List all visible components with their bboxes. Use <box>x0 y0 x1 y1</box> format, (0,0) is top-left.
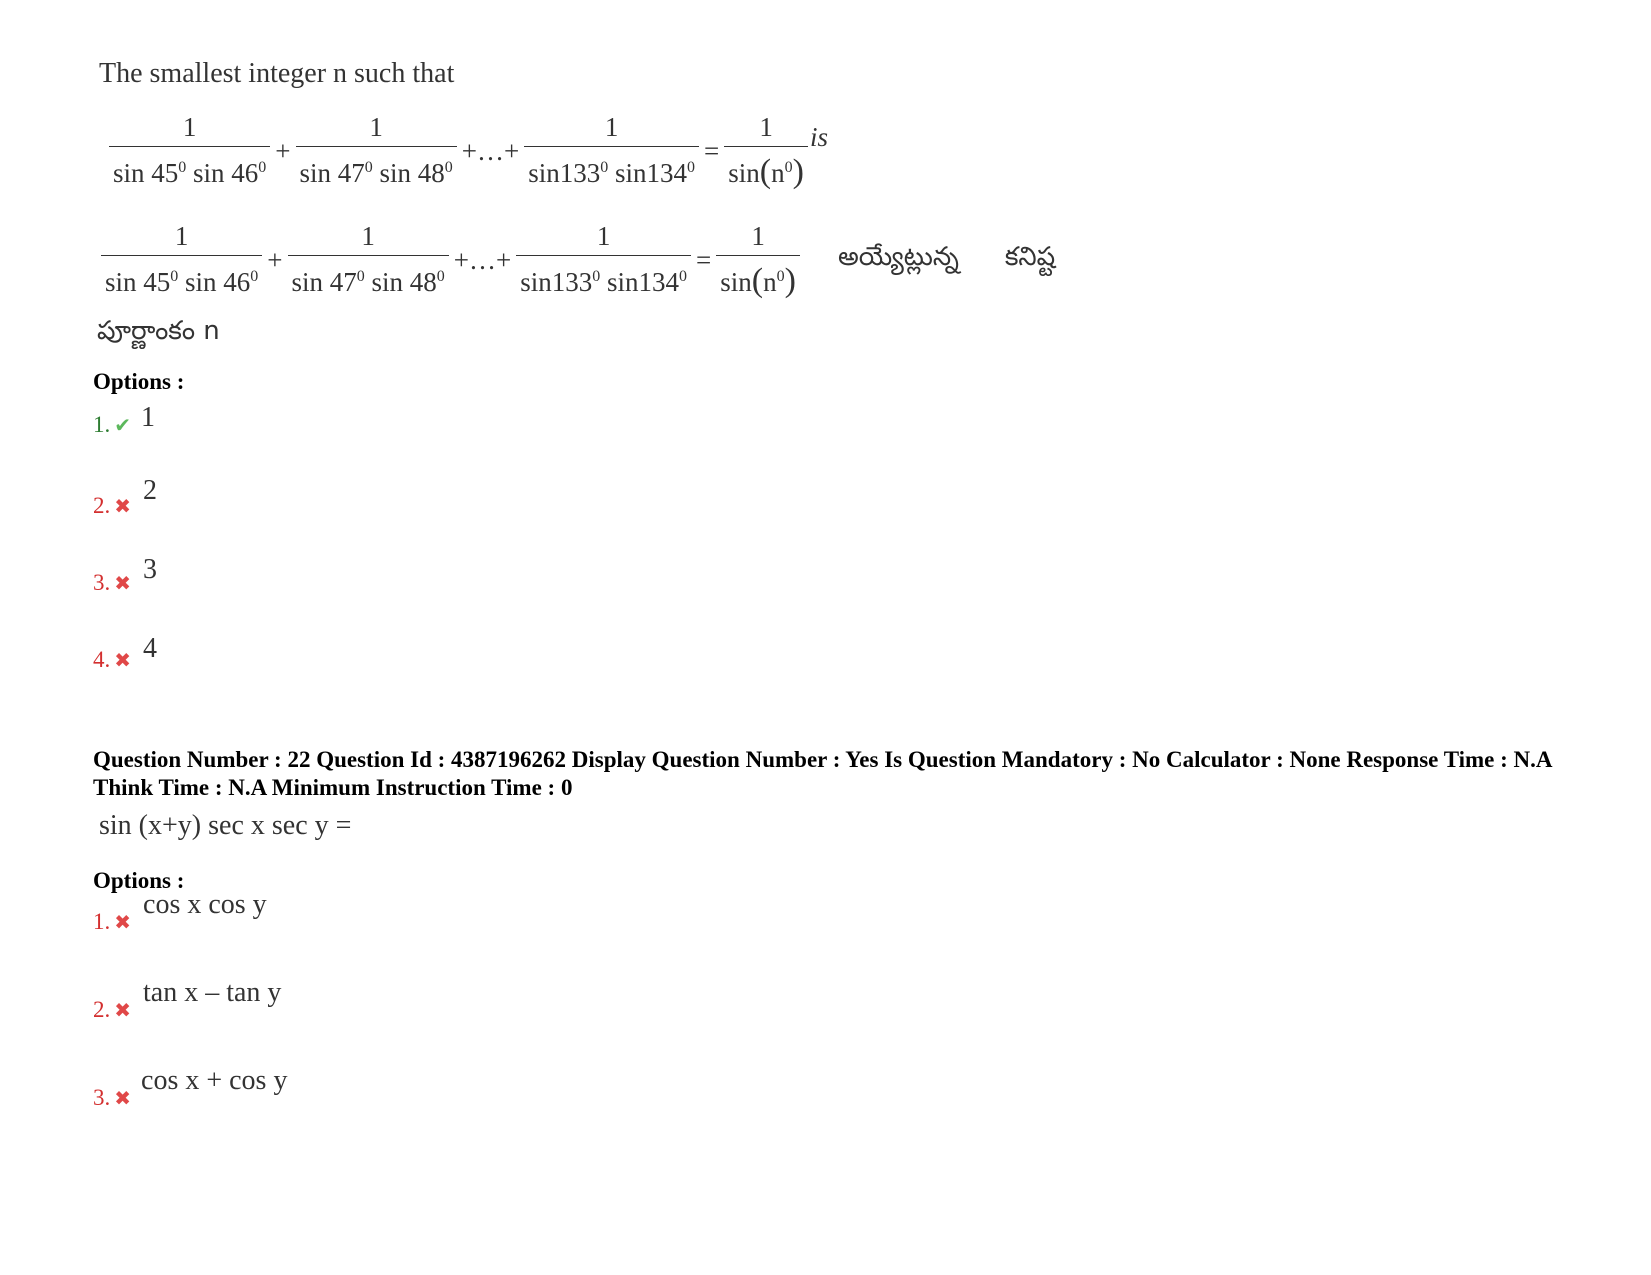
wrong-cross-icon: ✖ <box>114 910 132 934</box>
telugu-word-2: కనిష్ట <box>1004 242 1056 272</box>
fraction-4: $\frac{1}{\sin(n^0)}$ <box>716 219 800 301</box>
option-value: 3 <box>143 554 158 585</box>
option-value: cos x cos y <box>143 889 267 920</box>
equation-telugu: $\frac{1}{\sin 45^0 \sin 46^0}$ + $\frac{1}{\sin 47^0 \sin 48^0}$ +…+ $\frac{1}{\sin 133^0 \sin 134^0}$ = $\frac{1}{\sin(n^0)}$ అయ్యేట్లున్న కనిష్ట <box>99 219 1055 301</box>
option-1[interactable]: 1. ✔ 1 <box>93 402 156 437</box>
fraction-4: $\frac{1}{\sin(n^0)}$ <box>724 110 808 192</box>
option-value: 2 <box>143 475 158 506</box>
correct-check-icon: ✔ <box>114 413 132 437</box>
question-text: sin (x+y) sec x sec y = <box>99 810 352 841</box>
wrong-cross-icon: ✖ <box>114 998 132 1022</box>
option-value: tan x – tan y <box>143 977 282 1008</box>
option-4[interactable]: 4. ✖ 4 <box>93 633 158 672</box>
options-label: Options : <box>93 868 185 893</box>
option-3[interactable]: 3. ✖ 3 <box>93 554 158 595</box>
fraction-1: $\frac{1}{\sin 45^0 \sin 46^0}$ <box>101 219 262 301</box>
wrong-cross-icon: ✖ <box>114 571 132 595</box>
telugu-question-line: పూర్ణాంకం n <box>97 316 220 346</box>
wrong-cross-icon: ✖ <box>114 1086 132 1110</box>
wrong-cross-icon: ✖ <box>114 648 132 672</box>
option-2[interactable]: 2. ✖ 2 <box>93 475 158 518</box>
options-label: Options : <box>93 369 185 394</box>
wrong-cross-icon: ✖ <box>114 494 132 518</box>
fraction-1: $\frac{1}{\sin 45^0 \sin 46^0}$ <box>109 110 270 192</box>
equation-english: $\frac{1}{\sin 45^0 \sin 46^0}$ + $\frac{1}{\sin 47^0 \sin 48^0}$ +…+ $\frac{1}{\sin 133^0 \sin 134^0}$ = $\frac{1}{\sin(n^0)}$ is <box>107 110 828 192</box>
fraction-2: $\frac{1}{\sin 47^0 \sin 48^0}$ <box>296 110 457 192</box>
option-1[interactable]: 1. ✖ cos x cos y <box>93 889 267 934</box>
question-intro: The smallest integer n such that <box>99 58 455 89</box>
option-value: 4 <box>143 633 158 664</box>
telugu-word-1: అయ్యేట్లున్న <box>837 242 959 272</box>
fraction-3: $\frac{1}{\sin 133^0 \sin 134^0}$ <box>524 110 699 192</box>
option-3[interactable]: 3. ✖ cos x + cos y <box>93 1065 288 1110</box>
option-value: 1 <box>141 402 156 433</box>
question-meta: Question Number : 22 Question Id : 4387196262 Display Question Number : Yes Is Question Mandatory : No Calculator : None Response Time : N.A Think Time : N.A Minimum Instruction Time : 0 <box>93 747 1552 800</box>
option-2[interactable]: 2. ✖ tan x – tan y <box>93 977 282 1022</box>
fraction-3: $\frac{1}{\sin 133^0 \sin 134^0}$ <box>516 219 691 301</box>
option-value: cos x + cos y <box>141 1065 288 1096</box>
fraction-2: $\frac{1}{\sin 47^0 \sin 48^0}$ <box>288 219 449 301</box>
